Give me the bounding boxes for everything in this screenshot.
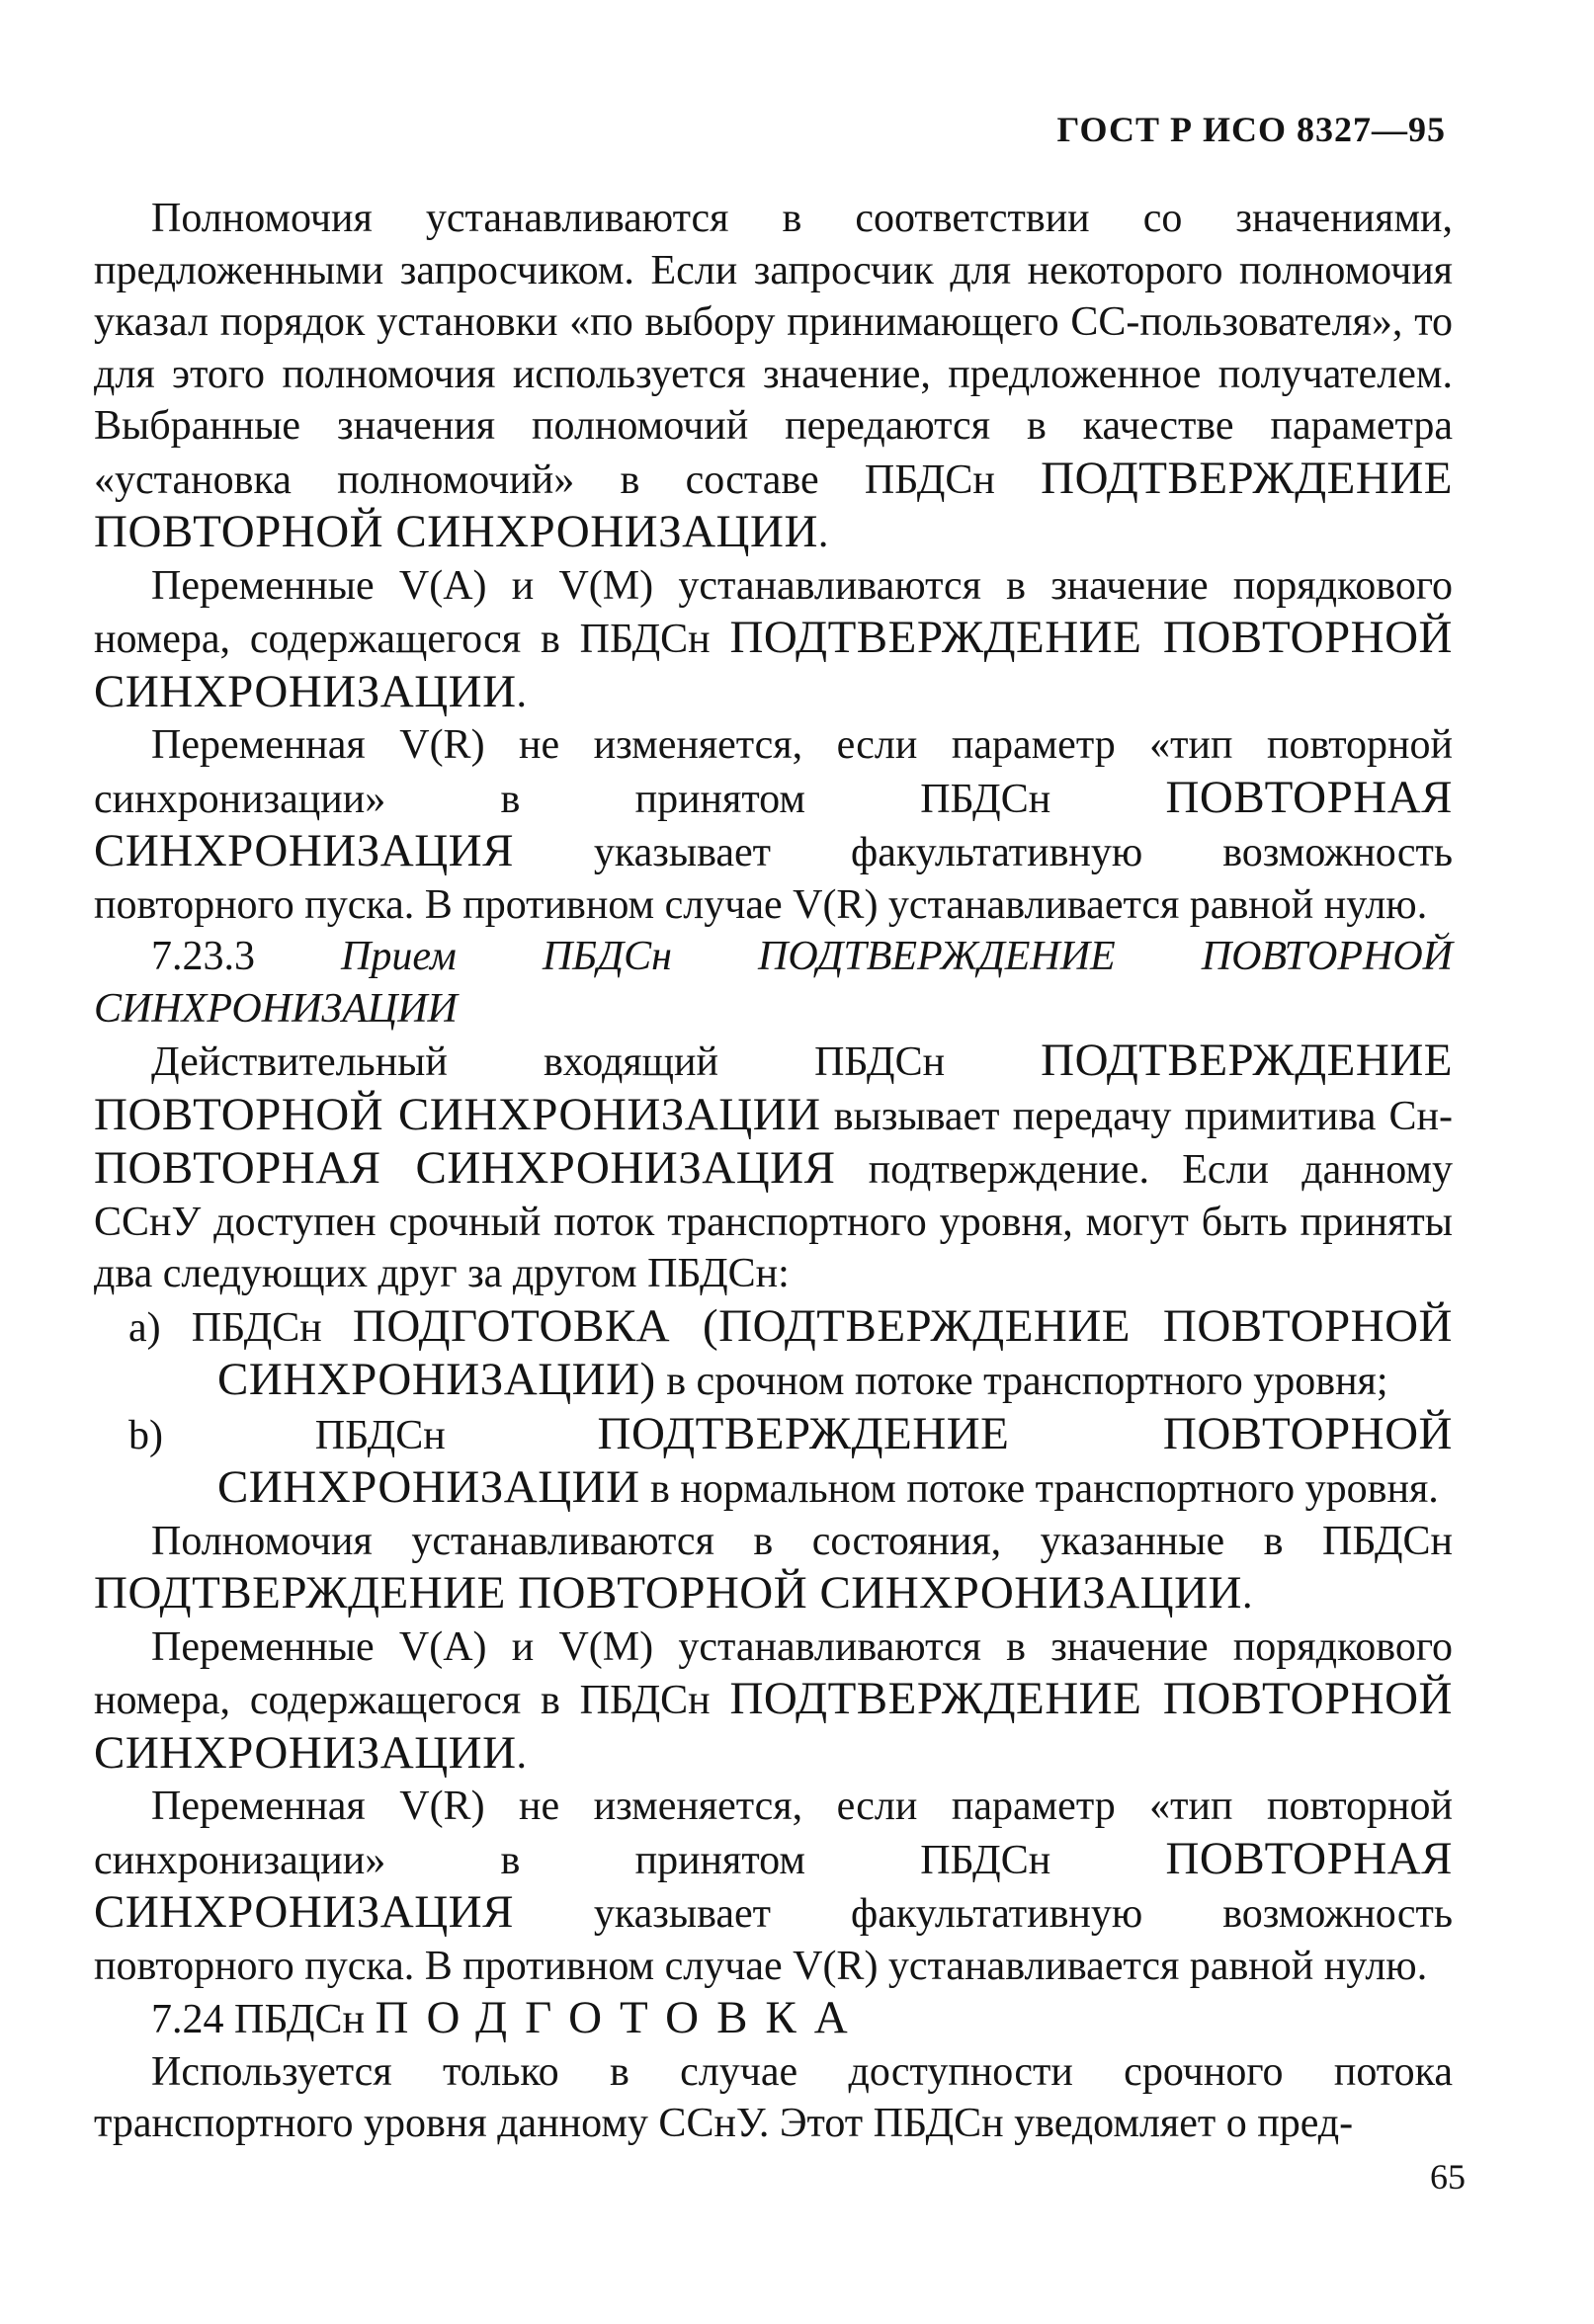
page-header: ГОСТ Р ИСО 8327—95 xyxy=(1056,110,1446,149)
paragraph: Полномочия устанавливаются в состояния, указанные в ПБДСн ПОДТВЕРЖДЕНИЕ ПОВТОРНОЙ СИНХРОНИЗАЦИИ. xyxy=(94,1518,1453,1618)
paragraph: Переменная V(R) не изменяется, если параметр «тип повторной синхронизации» в принятом ПБДСн ПОВТОРНАЯ СИНХРОНИЗАЦИЯ указывает факультативную возможность повторного пуска. В противном случае V(R) устанавливается равной нулю. xyxy=(94,722,1453,928)
list-item-a: а) ПБДСн ПОДГОТОВКА (ПОДТВЕРЖДЕНИЕ ПОВТОРНОЙ СИНХРОНИЗАЦИИ) в срочном потоке транспортного уровня; xyxy=(128,1299,1453,1405)
section-heading-7-24: 7.24 ПБДСн ПОДГОТОВКА xyxy=(151,1992,866,2043)
paragraph: Используется только в случае доступности срочного потока транспортного уровня данному ССнУ. Этот ПБДСн уведомляет о пред- xyxy=(94,2048,1453,2146)
page-number: 65 xyxy=(1430,2157,1466,2197)
paragraph: Переменные V(A) и V(M) устанавливаются в значение порядкового номера, содержащегося в ПБДСн ПОДТВЕРЖДЕНИЕ ПОВТОРНОЙ СИНХРОНИЗАЦИИ. xyxy=(94,1623,1453,1779)
paragraph: Переменная V(R) не изменяется, если параметр «тип повторной синхронизации» в принятом ПБДСн ПОВТОРНАЯ СИНХРОНИЗАЦИЯ указывает факультативную возможность повторного пуска. В противном случае V(R) устанавливается равной нулю. xyxy=(94,1784,1453,1989)
paragraph: Полномочия устанавливаются в соответствии со значениями, предложенными запросчиком. Если запросчик для некоторого полномочия указал порядок установки «по выбору принимающего СС-пользователя», то для этого полномочия используется значение, предложенное получателем. Выбранные значения полномочий передаются в качестве параметра «установка полномочий» в составе ПБДСн ПОДТВЕРЖДЕНИЕ ПОВТОРНОЙ СИНХРОНИЗАЦИИ. xyxy=(94,196,1453,557)
list-item-b: b) ПБДСн ПОДТВЕРЖДЕНИЕ ПОВТОРНОЙ СИНХРОНИЗАЦИИ в нормальном потоке транспортного уровня. xyxy=(128,1407,1453,1513)
paragraph: Переменные V(A) и V(M) устанавливаются в значение порядкового номера, содержащегося в ПБДСн ПОДТВЕРЖДЕНИЕ ПОВТОРНОЙ СИНХРОНИЗАЦИИ. xyxy=(94,562,1453,717)
paragraph: Действительный входящий ПБДСн ПОДТВЕРЖДЕНИЕ ПОВТОРНОЙ СИНХРОНИЗАЦИИ вызывает передачу примитива Сн-ПОВТОРНАЯ СИНХРОНИЗАЦИЯ подтверждение. Если данному ССнУ доступен срочный поток транспортного уровня, могут быть приняты два следующих друг за другом ПБДСн: xyxy=(94,1035,1453,1296)
section-heading-7-23-3: 7.23.3 Прием ПБДСн ПОДТВЕРЖДЕНИЕ ПОВТОРНОЙ СИНХРОНИЗАЦИИ xyxy=(94,934,1453,1032)
body-text xyxy=(94,193,1453,2150)
